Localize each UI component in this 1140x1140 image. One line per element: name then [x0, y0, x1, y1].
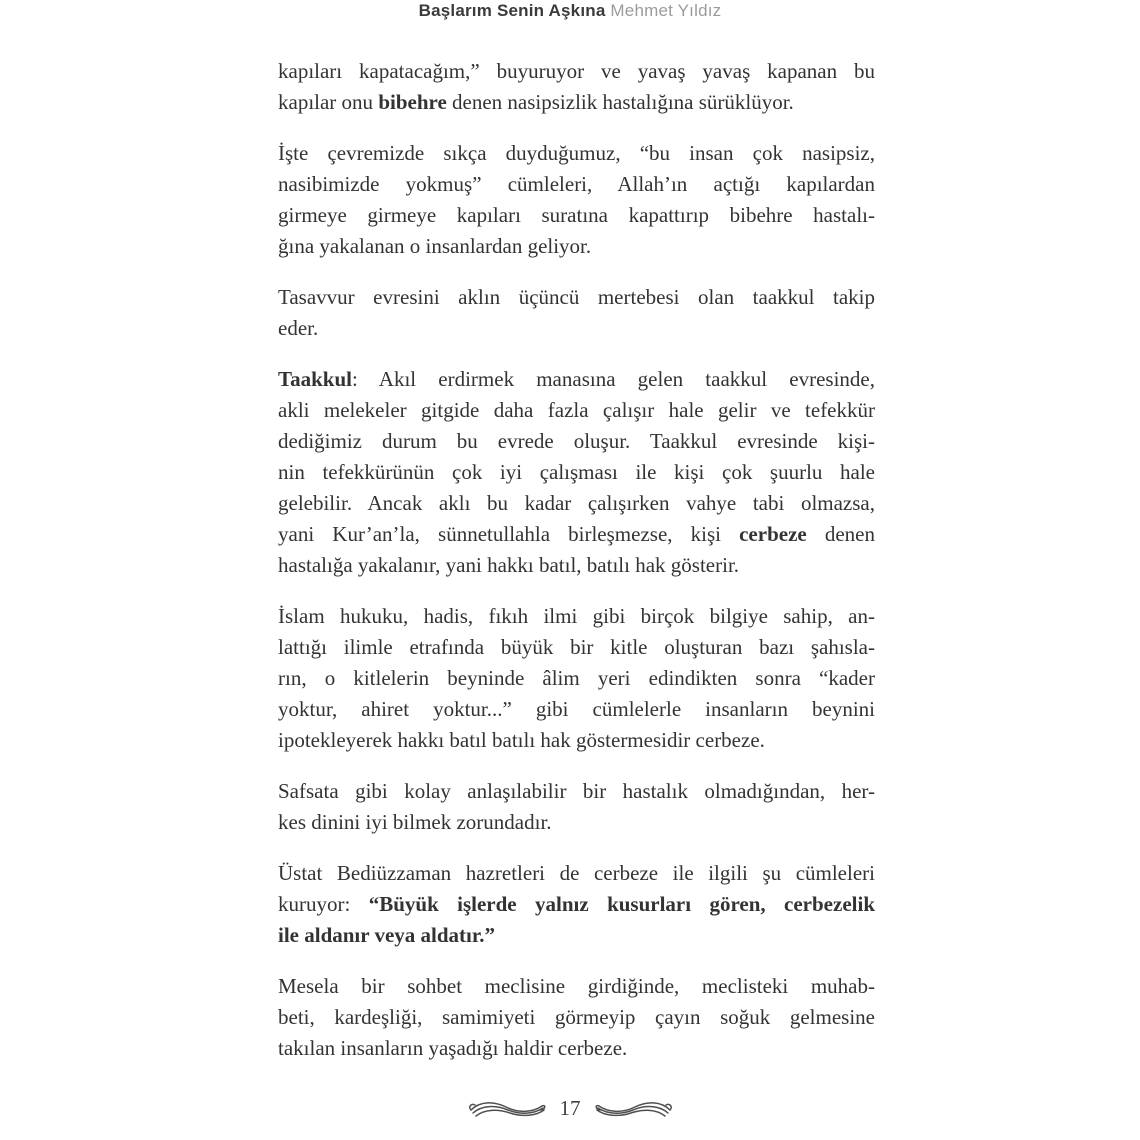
text-line	[278, 313, 875, 344]
text-run: yoktur, ahiret yoktur...” gibi cümlelerle insanların beynini	[278, 697, 875, 721]
bold-text-run: ile aldanır veya aldatır.”	[278, 923, 496, 947]
bold-text-run: “Büyük işlerde yalnız kusurları gören, cerbezelik	[368, 892, 875, 916]
text-line	[278, 364, 875, 395]
text-line	[278, 519, 875, 550]
text-line	[278, 200, 875, 231]
text-line	[278, 601, 875, 632]
text-line	[278, 663, 875, 694]
text-run: rın, o kitlelerin beyninde âlim yeri edindikten sonra “kader	[278, 666, 875, 690]
text-run: lattığı ilimle etrafında büyük bir kitle oluşturan bazı şahısla-	[278, 635, 875, 659]
text-run: takılan insanların yaşadığı haldir cerbeze.	[278, 1036, 628, 1060]
text-line	[278, 1033, 875, 1064]
text-run: gelebilir. Ancak aklı bu kadar çalışırken vahye tabi olmazsa,	[278, 491, 875, 515]
text-run: denen nasipsizlik hastalığına sürüklüyor.	[446, 90, 794, 114]
text-run: nasibimizde yokmuş” cümleleri, Allah’ın açtığı kapılardan	[278, 172, 875, 196]
text-run: kapıları kapatacağım,” buyuruyor ve yavaş yavaş kapanan bu	[278, 59, 875, 83]
text-run: Üstat Bediüzzaman hazretleri de cerbeze ile ilgili şu cümleleri	[278, 861, 875, 885]
text-line	[278, 282, 875, 313]
bold-text-run: bibehre	[378, 90, 447, 114]
page-body	[278, 56, 875, 1084]
text-run: Tasavvur evresini aklın üçüncü mertebesi olan taakkul takip	[278, 285, 875, 309]
text-run: İslam hukuku, hadis, fıkıh ilmi gibi birçok bilgiye sahip, an-	[278, 604, 875, 628]
text-line	[278, 920, 875, 951]
text-line	[278, 889, 875, 920]
book-title: Başlarım Senin Aşkına	[418, 1, 606, 20]
text-line	[278, 776, 875, 807]
text-line	[278, 488, 875, 519]
text-run: kuruyor:	[278, 892, 369, 916]
text-run: Safsata gibi kolay anlaşılabilir bir hastalık olmadığından, her-	[278, 779, 875, 803]
text-line	[278, 632, 875, 663]
text-run: hastalığa yakalanır, yani hakkı batıl, batılı hak gösterir.	[278, 553, 740, 577]
text-run: ipotekleyerek hakkı batıl batılı hak göstermesidir cerbeze.	[278, 728, 765, 752]
paragraph	[278, 364, 875, 581]
bold-text-run: cerbeze	[739, 522, 807, 546]
paragraph	[278, 56, 875, 118]
author-name: Mehmet Yıldız	[610, 1, 722, 20]
text-line	[278, 87, 875, 118]
bold-text-run: Taakkul	[278, 367, 352, 391]
text-run: ğına yakalanan o insanlardan geliyor.	[278, 234, 592, 258]
text-run: kapılar onu	[278, 90, 379, 114]
flourish-left-icon	[468, 1097, 546, 1121]
text-line	[278, 138, 875, 169]
page-number: 17	[559, 1096, 581, 1120]
text-line	[278, 971, 875, 1002]
text-run: akli melekeler gitgide daha fazla çalışır hale gelir ve tefekkür	[278, 398, 875, 422]
text-run: yani Kur’an’la, sünnetullahla birleşmezse, kişi	[278, 522, 740, 546]
text-run: İşte çevremizde sıkça duyduğumuz, “bu insan çok nasipsiz,	[278, 141, 875, 165]
text-line	[278, 56, 875, 87]
text-run: : Akıl erdirmek manasına gelen taakkul evresinde,	[351, 367, 875, 391]
paragraph	[278, 971, 875, 1064]
text-line	[278, 169, 875, 200]
text-line	[278, 858, 875, 889]
text-run: beti, kardeşliği, samimiyeti görmeyip çayın soğuk gelmesine	[278, 1005, 875, 1029]
text-run: nin tefekkürünün çok iyi çalışması ile kişi çok şuurlu hale	[278, 460, 875, 484]
text-line	[278, 694, 875, 725]
text-run: girmeye girmeye kapıları suratına kapattırıp bibehre hastalı-	[278, 203, 875, 227]
paragraph	[278, 858, 875, 951]
paragraph	[278, 138, 875, 262]
text-line	[278, 725, 875, 756]
paragraph	[278, 282, 875, 344]
text-line	[278, 395, 875, 426]
text-line	[278, 807, 875, 838]
text-run: denen	[806, 522, 875, 546]
paragraph	[278, 776, 875, 838]
text-line	[278, 457, 875, 488]
text-line	[278, 1002, 875, 1033]
text-run: kes dinini iyi bilmek zorundadır.	[278, 810, 552, 834]
page-footer	[0, 1096, 1140, 1121]
text-run: Mesela bir sohbet meclisine girdiğinde, meclisteki muhab-	[278, 974, 875, 998]
text-line	[278, 231, 875, 262]
flourish-right-icon	[595, 1097, 673, 1121]
text-line	[278, 550, 875, 581]
paragraph	[278, 601, 875, 756]
text-run: dediğimiz durum bu evrede oluşur. Taakkul evresinde kişi-	[278, 429, 875, 453]
text-line	[278, 426, 875, 457]
running-header	[0, 1, 1140, 21]
text-run: eder.	[278, 316, 319, 340]
